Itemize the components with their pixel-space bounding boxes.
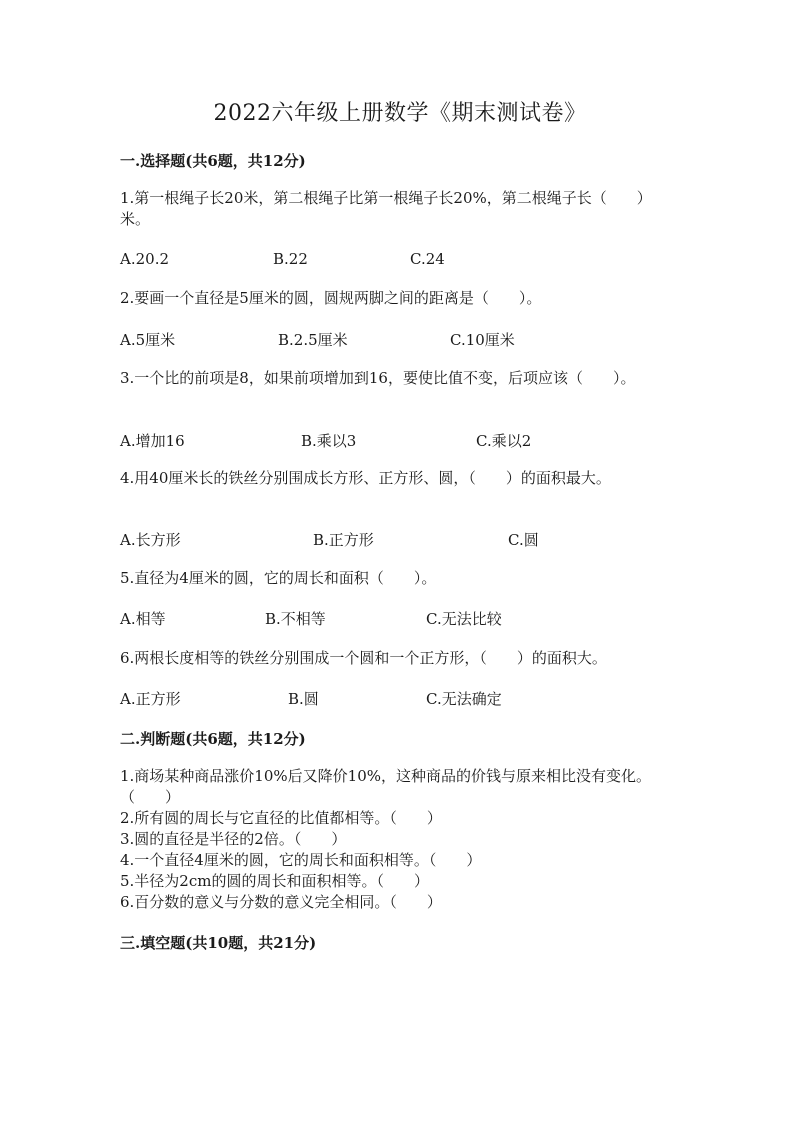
judgement-item-5: 5.半径为2cm的圆的周长和面积相等。（ ） <box>120 872 429 890</box>
q2-option-c: C.10厘米 <box>450 331 515 349</box>
q5-option-a: A.相等 <box>120 610 166 628</box>
q4-option-a: A.长方形 <box>120 531 181 549</box>
question-2: 2.要画一个直径是5厘米的圆，圆规两脚之间的距离是（ ）。 <box>120 289 542 307</box>
q3-option-c: C.乘以2 <box>476 432 532 450</box>
question-6: 6.两根长度相等的铁丝分别围成一个圆和一个正方形，（ ）的面积大。 <box>120 649 607 667</box>
q4-option-c: C.圆 <box>508 531 539 549</box>
q6-option-b: B.圆 <box>288 690 319 708</box>
question-3: 3.一个比的前项是8，如果前项增加到16，要使比值不变，后项应该（ ）。 <box>120 369 636 387</box>
judgement-item-6: 6.百分数的意义与分数的意义完全相同。（ ） <box>120 893 442 911</box>
q2-option-b: B.2.5厘米 <box>278 331 348 349</box>
q1-option-c: C.24 <box>410 250 445 268</box>
q5-option-b: B.不相等 <box>265 610 326 628</box>
section-heading-choice: 一.选择题(共6题，共12分) <box>120 152 306 170</box>
q5-option-c: C.无法比较 <box>426 610 502 628</box>
section-heading-fill-blank: 三.填空题(共10题，共21分) <box>120 934 317 952</box>
q3-option-a: A.增加16 <box>120 432 185 450</box>
judgement-item-2: 2.所有圆的周长与它直径的比值都相等。（ ） <box>120 809 442 827</box>
q4-option-b: B.正方形 <box>313 531 374 549</box>
judgement-item-4: 4.一个直径4厘米的圆，它的周长和面积相等。（ ） <box>120 851 482 869</box>
q1-option-b: B.22 <box>273 250 308 268</box>
question-5: 5.直径为4厘米的圆，它的周长和面积（ ）。 <box>120 569 437 587</box>
q2-option-a: A.5厘米 <box>120 331 176 349</box>
question-4: 4.用40厘米长的铁丝分别围成长方形、正方形、圆，（ ）的面积最大。 <box>120 469 611 487</box>
page-title: 2022六年级上册数学《期末测试卷》 <box>213 101 587 126</box>
q6-option-a: A.正方形 <box>120 690 181 708</box>
q3-option-b: B.乘以3 <box>301 432 357 450</box>
q1-option-a: A.20.2 <box>120 250 169 268</box>
judgement-item-1: 1.商场某种商品涨价10%后又降价10%，这种商品的价钱与原来相比没有变化。（ ） <box>120 767 651 806</box>
judgement-item-3: 3.圆的直径是半径的2倍。（ ） <box>120 830 347 848</box>
section-heading-judgement: 二.判断题(共6题，共12分) <box>120 730 306 748</box>
q6-option-c: C.无法确定 <box>426 690 502 708</box>
question-1: 1.第一根绳子长20米，第二根绳子比第一根绳子长20%，第二根绳子长（ ）米。 <box>120 189 652 228</box>
